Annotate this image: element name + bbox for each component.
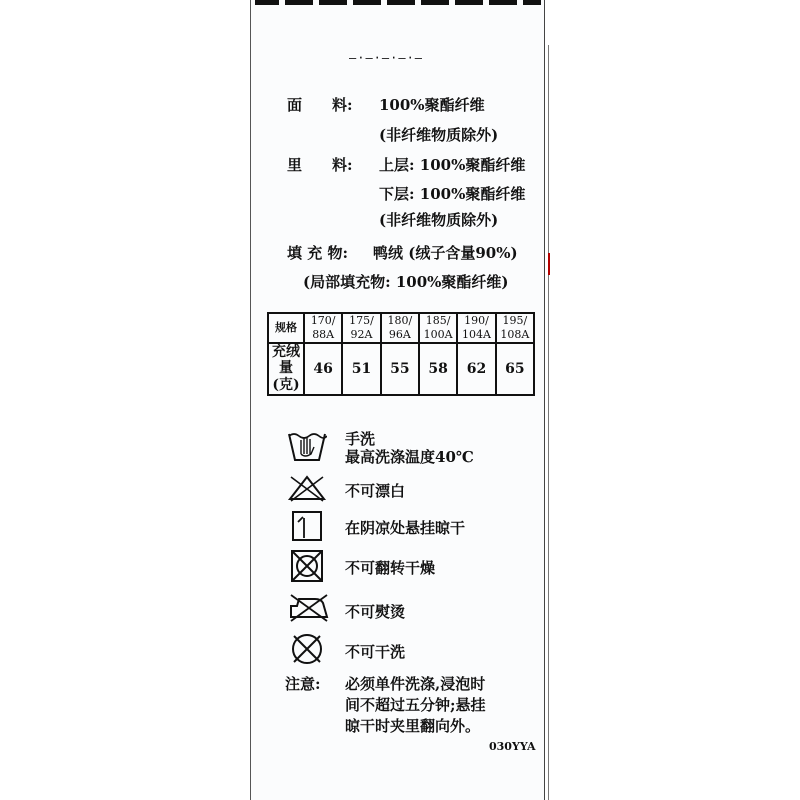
lining-note: (非纤维物质除外) [379, 211, 499, 229]
filling-label: 填 充 物: [287, 244, 348, 262]
size-row [268, 313, 534, 343]
care-row-no-iron [287, 592, 527, 624]
right-edge-line [548, 45, 549, 800]
care-text: 不可翻转干燥 [345, 559, 436, 577]
care-row-no-dry-clean [287, 632, 527, 666]
care-row-no-bleach [287, 474, 527, 504]
lining-label: 里 料: [287, 156, 353, 174]
top-border [251, 0, 546, 6]
care-row-no-tumble [287, 548, 527, 584]
care-text: 不可干洗 [345, 643, 406, 661]
weight-cell: 51 [342, 343, 380, 395]
weight-cell: 65 [496, 343, 534, 395]
weight-head: 充绒量 (克) [268, 343, 304, 395]
weight-cell: 62 [457, 343, 495, 395]
care-row-hand-wash [287, 428, 527, 464]
no-iron-icon [287, 592, 331, 624]
care-text-2: 最高洗涤温度40℃ [345, 448, 474, 466]
lining-upper: 上层: 100%聚酯纤维 [379, 156, 526, 174]
size-cell: 170/ 88A [304, 313, 342, 343]
product-code: 030YYA [489, 740, 536, 753]
note-line-1: 必须单件洗涤,浸泡时 [345, 675, 486, 693]
no-tumble-dry-icon [287, 548, 327, 584]
filling-value: 鸭绒 (绒子含量90%) [373, 244, 518, 262]
line-dry-shade-icon [287, 510, 327, 542]
care-text: 手洗 [345, 430, 376, 448]
size-head: 规格 [268, 313, 304, 343]
fabric-label: 面 料: [287, 96, 353, 114]
no-dry-clean-icon [287, 632, 327, 666]
care-text: 不可熨烫 [345, 603, 406, 621]
fabric-note: (非纤维物质除外) [379, 126, 499, 144]
size-cell: 190/ 104A [457, 313, 495, 343]
no-bleach-icon [287, 474, 327, 502]
size-cell: 185/ 100A [419, 313, 457, 343]
fabric-value: 100%聚酯纤维 [379, 96, 485, 114]
hand-wash-icon [287, 428, 327, 462]
red-mark [548, 253, 550, 275]
weight-cell: 46 [304, 343, 342, 395]
top-mark: —·—·—·—·— [349, 51, 424, 65]
care-text: 不可漂白 [345, 482, 406, 500]
size-cell: 195/ 108A [496, 313, 534, 343]
weight-row [268, 343, 534, 395]
note-line-3: 晾干时夹里翻向外。 [345, 717, 481, 735]
lining-lower: 下层: 100%聚酯纤维 [379, 185, 526, 203]
note-label: 注意: [285, 675, 321, 693]
size-table [267, 312, 535, 396]
filling-partial: (局部填充物: 100%聚酯纤维) [303, 273, 509, 291]
care-row-line-dry [287, 510, 527, 542]
size-cell: 175/ 92A [342, 313, 380, 343]
weight-cell: 55 [381, 343, 419, 395]
care-label [250, 0, 545, 800]
care-text: 在阴凉处悬挂晾干 [345, 519, 466, 537]
weight-cell: 58 [419, 343, 457, 395]
size-cell: 180/ 96A [381, 313, 419, 343]
note-line-2: 间不超过五分钟;悬挂 [345, 696, 486, 714]
